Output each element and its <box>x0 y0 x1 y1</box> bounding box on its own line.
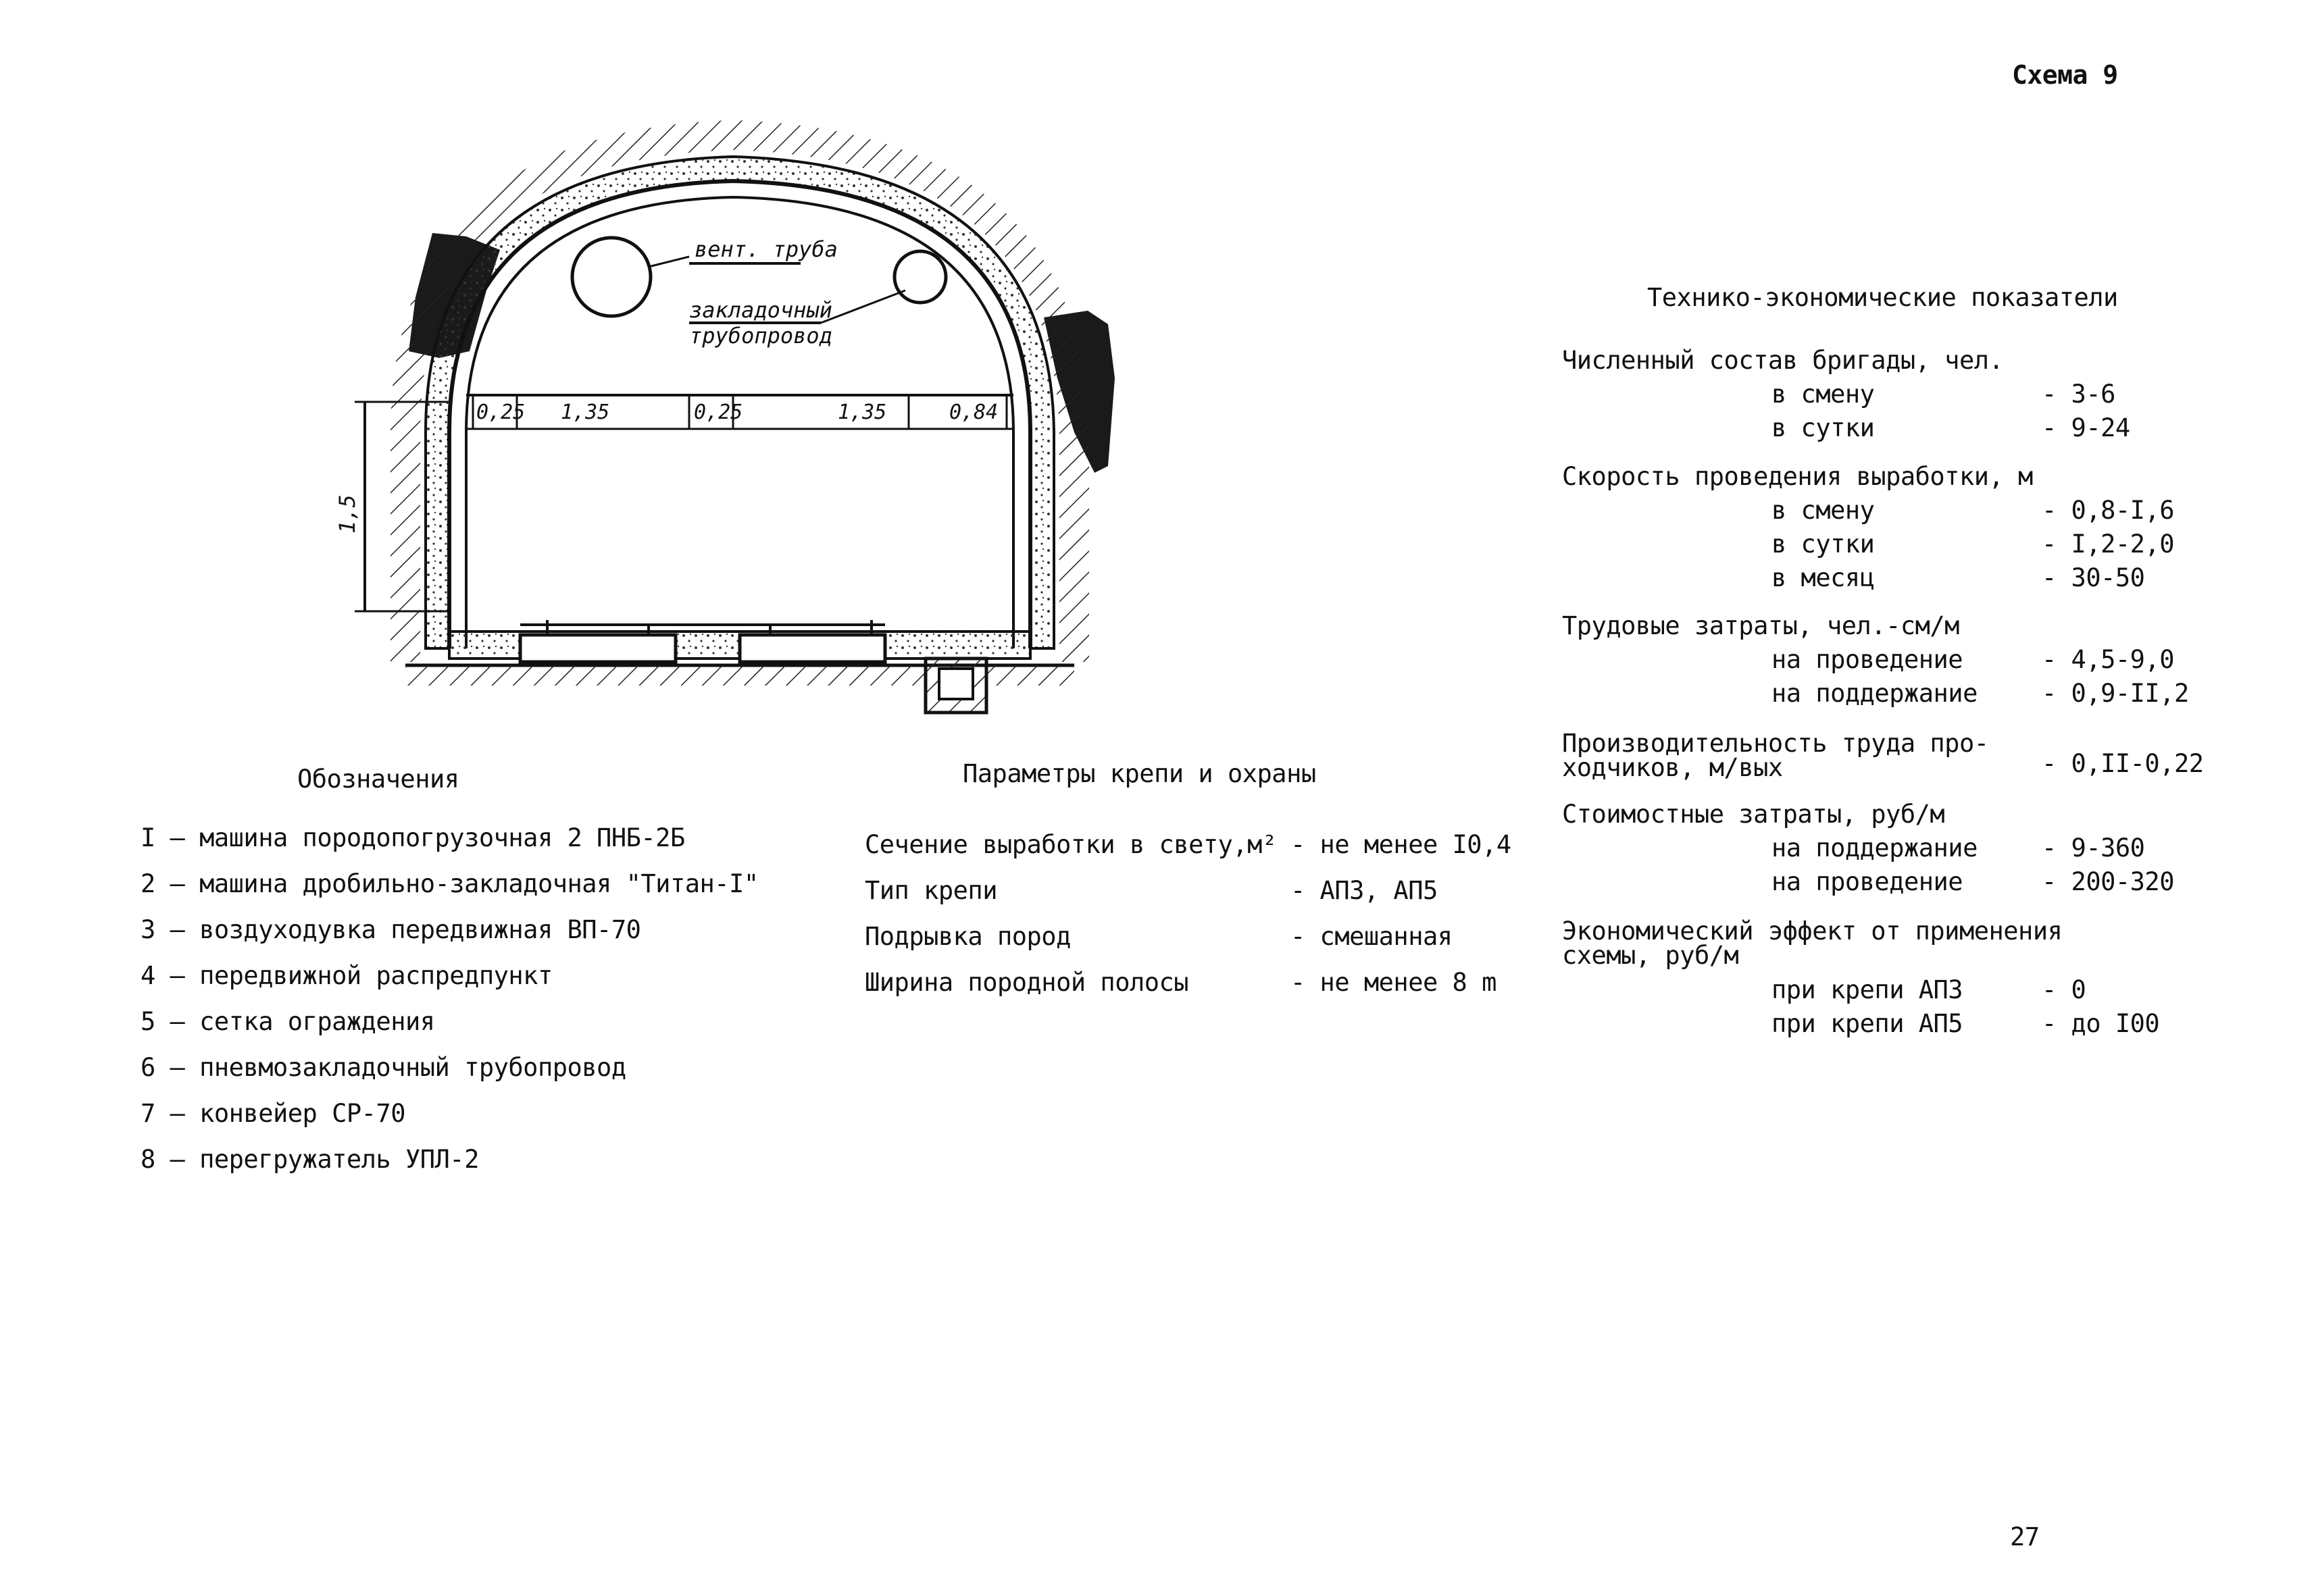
indicator-group-title: Стоимостные затраты, руб/м <box>1562 800 1945 829</box>
indicator-value: - 0 <box>2042 975 2086 1004</box>
params-title: Параметры крепи и охраны <box>963 759 1316 788</box>
indicators-title: Технико-экономические показатели <box>1647 283 2118 312</box>
legend-item: 7 – конвейер СР-70 <box>141 1099 405 1128</box>
params-label: Ширина породной полосы <box>865 968 1189 997</box>
indicator-group-title: Трудовые затраты, чел.-см/м <box>1562 611 1959 640</box>
label-backfill-2: трубопровод <box>689 323 832 349</box>
indicator-value: - I,2-2,0 <box>2042 530 2174 559</box>
indicator-group-title-2: схемы, руб/м <box>1562 941 1739 970</box>
params-table <box>865 832 1540 1035</box>
params-label: Подрывка пород <box>865 922 1071 951</box>
dim-label-height: 1,5 <box>334 494 360 534</box>
scheme-label: Схема 9 <box>2012 60 2118 90</box>
dim-label-3: 0,25 <box>694 401 743 424</box>
indicator-value: - 9-360 <box>2042 833 2145 863</box>
indicator-label: на проведение <box>1771 867 1963 896</box>
indicator-label: на поддержание <box>1771 833 1978 863</box>
legend-item: 2 – машина дробильно-закладочная "Титан-I" <box>141 869 759 898</box>
indicator-label: на поддержание <box>1771 679 1978 708</box>
indicator-group-title: Экономический эффект от применения <box>1562 917 2063 946</box>
indicator-label: в сутки <box>1771 413 1875 442</box>
indicator-label: в смену <box>1771 380 1875 409</box>
dim-label-5: 0,84 <box>949 401 999 424</box>
backfill-pipe-icon <box>895 251 946 303</box>
indicator-label: в месяц <box>1771 563 1875 592</box>
indicator-value: - 3-6 <box>2042 380 2115 409</box>
indicator-group-title: Производительность труда про- <box>1562 729 1989 758</box>
indicator-value: - 200-320 <box>2042 867 2174 896</box>
conveyor-body-right <box>740 635 885 662</box>
params-value: - смешанная <box>1290 922 1453 951</box>
indicator-label: на проведение <box>1771 645 1963 674</box>
indicator-group-title-2: ходчиков, м/вых <box>1562 753 1783 782</box>
conveyor-body-left <box>520 635 676 662</box>
params-label: Сечение выработки в свету,м² <box>865 830 1277 859</box>
dim-label-2: 1,35 <box>561 401 610 424</box>
tunnel-cross-section-drawing <box>311 115 1196 743</box>
legend-item: I – машина породопогрузочная 2 ПНБ-2Б <box>141 823 685 852</box>
legend-item: 3 – воздуходувка передвижная ВП-70 <box>141 915 641 944</box>
legend-item: 6 – пневмозакладочный трубопровод <box>141 1053 626 1082</box>
dim-label-1: 0,25 <box>476 401 526 424</box>
params-label: Тип крепи <box>865 876 997 905</box>
indicator-value: - 0,II-0,22 <box>2042 749 2204 778</box>
label-backfill-1: закладочный <box>689 297 832 323</box>
page-number: 27 <box>2010 1522 2040 1551</box>
legend-title: Обозначения <box>297 765 459 794</box>
legend-item: 4 – передвижной распредпункт <box>141 961 553 990</box>
indicator-value: - 30-50 <box>2042 563 2145 592</box>
params-value: - не менее I0,4 <box>1290 830 1511 859</box>
label-vent-pipe: вент. труба <box>695 236 838 262</box>
legend-item: 5 – сетка ограждения <box>141 1007 435 1036</box>
indicator-group-title: Численный состав бригады, чел. <box>1562 346 2004 375</box>
legend-item: 8 – перегружатель УПЛ-2 <box>141 1145 479 1174</box>
indicator-value: - 0,9-II,2 <box>2042 679 2189 708</box>
params-value: - АПЗ, АП5 <box>1290 876 1438 905</box>
dim-label-4: 1,35 <box>838 401 887 424</box>
indicators-table <box>1562 348 2238 1050</box>
indicator-value: - до I00 <box>2042 1009 2160 1038</box>
indicator-group-title: Скорость проведения выработки, м <box>1562 462 2033 491</box>
indicator-label: в смену <box>1771 496 1875 525</box>
params-value: - не менее 8 m <box>1290 968 1496 997</box>
indicator-value: - 4,5-9,0 <box>2042 645 2174 674</box>
indicator-label: при крепи АПЗ <box>1771 975 1963 1004</box>
indicator-value: - 0,8-I,6 <box>2042 496 2174 525</box>
indicator-value: - 9-24 <box>2042 413 2130 442</box>
indicator-label: при крепи АП5 <box>1771 1009 1963 1038</box>
indicator-label: в сутки <box>1771 530 1875 559</box>
vent-pipe-icon <box>572 238 651 316</box>
